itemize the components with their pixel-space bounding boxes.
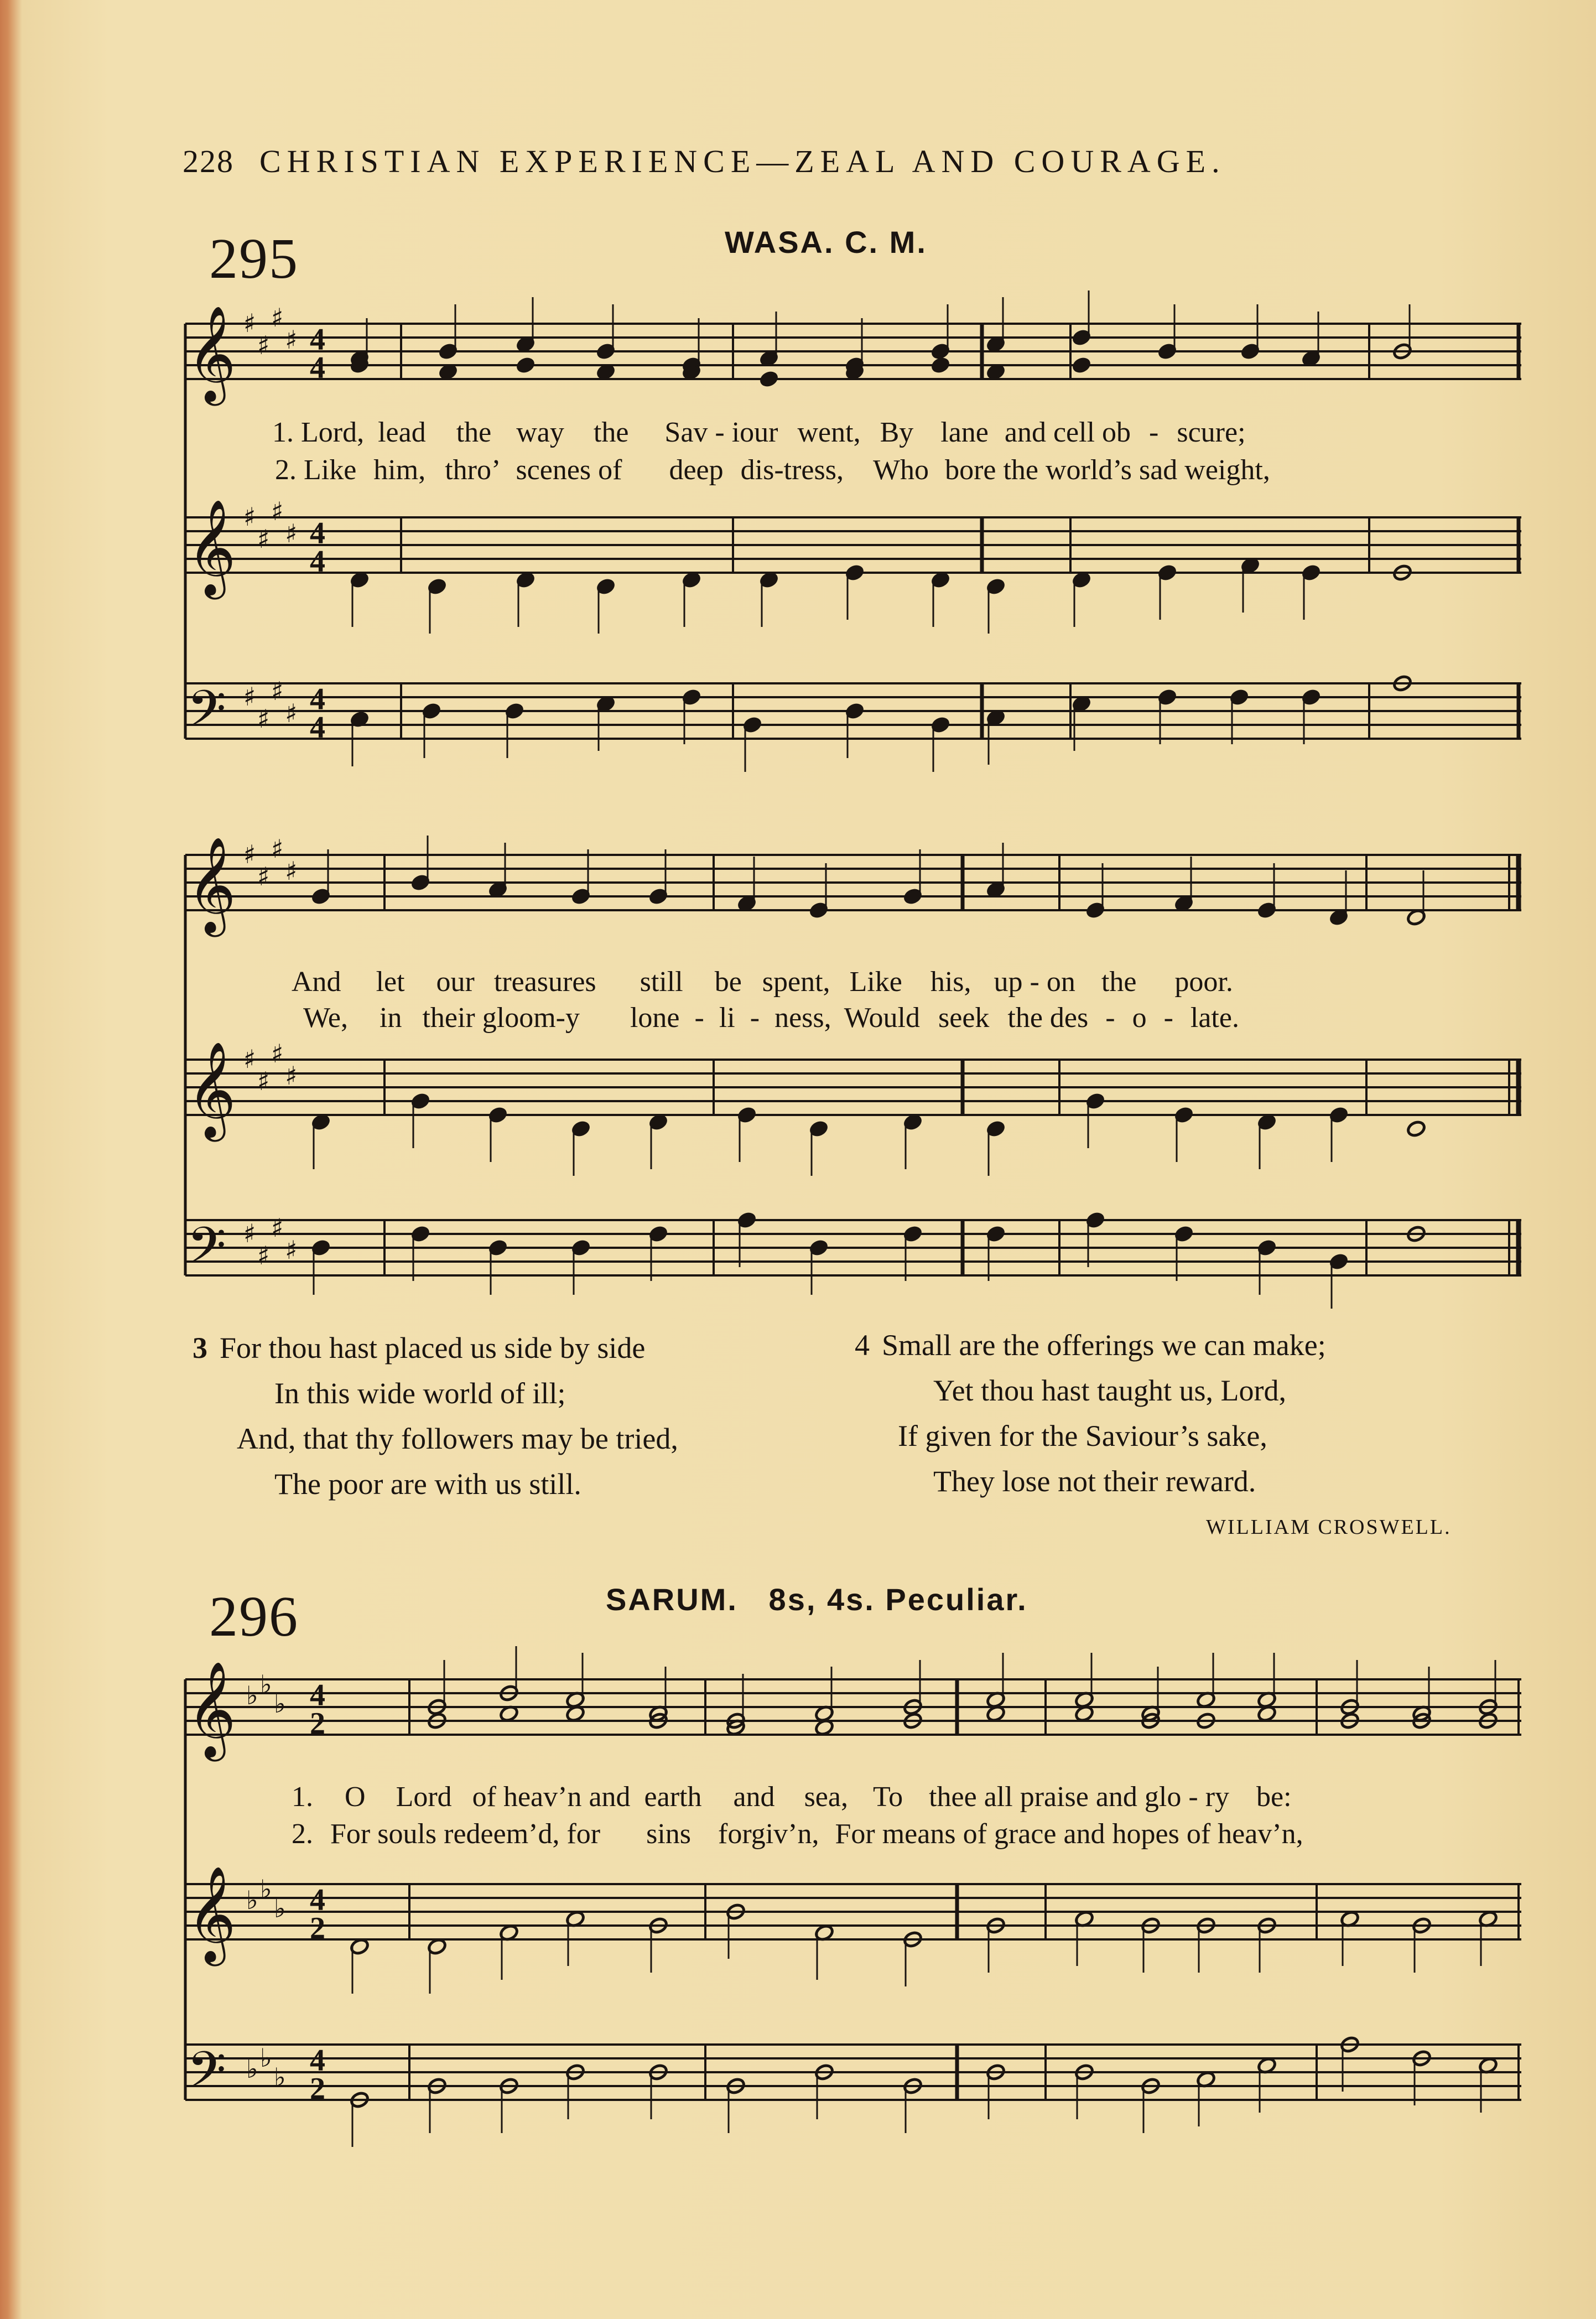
time-signature-digit: 4 [310,544,325,579]
lyric-word: forgiv’n, [718,1818,819,1850]
time-signature-digit: 4 [310,1883,325,1917]
time-signature-digit: 4 [310,2043,325,2078]
verse-line: And, that thy followers may be tried, [237,1422,678,1455]
lyric-word: Like [849,966,902,998]
bass-clef-icon: 𝄢 [187,679,226,750]
bass-clef-icon: 𝄢 [187,2041,226,2112]
sharp-icon: ♯ [257,704,270,734]
sharp-icon: ♯ [271,676,284,706]
lyric-word: him, [373,454,426,486]
lyric-word: o [1132,1002,1147,1034]
sharp-icon: ♯ [243,1218,256,1248]
lyric-word: 1. Lord, [272,417,365,448]
hymn-number-295: 295 [209,227,299,290]
lyric-word: seek [938,1002,990,1034]
lyric-word: up - on [994,966,1075,998]
lyric-word: li [719,1002,735,1034]
staff-295-2-treble [185,855,1521,910]
lyric-word: - [1163,1002,1173,1034]
lyric-word: - [1149,417,1159,448]
lyric-word: scure; [1177,417,1246,448]
staff-296-1-treble [185,1679,1521,1735]
lyric-word: For souls redeem’d, for [330,1818,601,1850]
time-signature-digit: 2 [310,1706,325,1741]
treble-clef-icon: 𝄞 [187,305,236,402]
lyric-word: way [516,417,564,448]
sharp-icon: ♯ [257,862,270,891]
verse-line: In this wide world of ill; [274,1377,566,1410]
sharp-icon: ♯ [285,1235,298,1265]
lyric-word: And [292,966,341,998]
lyric-word: the [1101,966,1137,998]
verse-line: For thou hast placed us side by side [220,1331,646,1365]
lyric-word: went, [797,417,861,448]
sharp-icon: ♯ [243,682,256,712]
lyric-word: sea, [804,1781,848,1813]
sharp-icon: ♯ [271,303,284,333]
staff-295-2-bass [185,1220,1521,1275]
lyric-word: We, [303,1002,348,1034]
time-signature-digit: 4 [310,351,325,385]
flat-icon: ♭ [260,1874,272,1904]
sharp-icon: ♯ [243,308,256,338]
lyric-word: the des [1007,1002,1089,1034]
author-credit: WILLIAM CROSWELL. [1206,1516,1452,1539]
flat-icon: ♭ [246,1680,258,1710]
lyric-word: 2. Like [275,454,357,486]
hymn-number-296: 296 [209,1585,299,1648]
time-signature-digit: 4 [310,682,325,717]
notehead [930,356,950,375]
lyric-word: be: [1256,1781,1292,1813]
lyric-word: scenes of [516,454,622,486]
lyric-word: 2. [292,1818,313,1850]
flat-icon: ♭ [260,2043,272,2073]
lyric-word: - [750,1002,760,1034]
sharp-icon: ♯ [285,518,298,548]
time-signature-digit: 4 [310,516,325,551]
notehead [1406,1120,1426,1138]
time-signature-digit: 2 [310,1911,325,1946]
lyric-word: thee all praise and glo - ry [929,1781,1230,1813]
lyric-word: his, [930,966,971,998]
verse-number: 4 [855,1329,870,1362]
treble-clef-icon: 𝄞 [187,1041,236,1138]
flat-icon: ♭ [246,2054,258,2084]
lyric-word: lane [940,417,989,448]
staff-296-1-bass [185,2045,1521,2100]
lyric-word: poor. [1174,966,1233,998]
lyric-word: By [880,417,914,448]
verse-line: If given for the Saviour’s sake, [898,1419,1267,1452]
verse-line: Yet thou hast taught us, Lord, [933,1374,1287,1407]
verse-4 [855,1322,1326,1504]
sharp-icon: ♯ [271,834,284,864]
barlines-295-2 [384,855,1519,1275]
lyric-word: Who [872,454,929,486]
lyric-word: lone [630,1002,680,1034]
lyric-word: the [456,417,492,448]
lyric-word: Would [844,1002,920,1034]
time-signature-digit: 2 [310,2072,325,2106]
sharp-icon: ♯ [271,1039,284,1068]
section-title: CHRISTIAN EXPERIENCE—ZEAL AND COURAGE. [259,143,1226,179]
lyric-word: For means of grace and hopes of heav’n, [835,1818,1303,1850]
time-signature-digit: 4 [310,323,325,357]
lyric-word: bore the world’s sad weight, [945,454,1270,486]
lyric-word: earth [644,1781,702,1813]
lyric-word: Sav - iour [664,417,778,448]
lyric-295-2-v2 [303,1002,1239,1034]
lyric-296-v2 [292,1818,1303,1850]
lyric-word: Lord [396,1781,452,1813]
notehead [516,356,536,375]
lyric-296-v1 [292,1781,1292,1813]
lyric-word: 1. [292,1781,313,1813]
time-signature-digit: 4 [310,1678,325,1713]
flat-icon: ♭ [274,1893,286,1923]
lyric-word: and cell ob [1004,417,1131,448]
sharp-icon: ♯ [257,1066,270,1096]
sharp-icon: ♯ [257,1241,270,1270]
lyric-word: our [436,966,475,998]
bass-clef-icon: 𝄢 [187,1216,226,1287]
verse-number: 3 [193,1331,207,1365]
lyric-295-1-v1 [272,416,1246,449]
lyric-word: ness, [774,1002,831,1034]
sharp-icon: ♯ [243,502,256,532]
flat-icon: ♭ [274,2062,286,2092]
treble-clef-icon: 𝄞 [187,499,236,595]
sharp-icon: ♯ [285,325,298,355]
lyric-word: let [376,966,405,998]
sharp-icon: ♯ [243,839,256,869]
lyric-word: their [422,1002,475,1034]
sharp-icon: ♯ [285,698,298,728]
lyric-word: and [733,1781,775,1813]
lyric-word: - [1105,1002,1115,1034]
flat-icon: ♭ [274,1689,286,1719]
tune-name-sarum: SARUM. 8s, 4s. Peculiar. [606,1582,1028,1617]
key-signatures [243,303,297,2092]
lyric-word: deep [669,454,724,486]
treble-clef-icon: 𝄞 [187,837,236,933]
verse-line: Small are the offerings we can make; [882,1329,1326,1362]
lyric-word: gloom-y [482,1002,580,1034]
lyric-word: late. [1190,1002,1239,1034]
page-number: 228 [183,143,234,179]
sharp-icon: ♯ [285,856,298,886]
lyric-word: in [379,1002,402,1034]
lyric-word: treasures [493,966,596,998]
notehead [759,370,779,388]
lyric-word: lead [378,417,426,448]
lyric-word: of heav’n and [472,1781,631,1813]
treble-clef-icon: 𝄞 [187,1866,236,1962]
lyric-word: To [872,1781,903,1813]
lyric-word: still [640,966,683,998]
lyric-word: sins [646,1818,692,1850]
verse-3 [193,1325,678,1507]
lyric-295-1-v2 [275,454,1270,486]
notehead [1072,356,1091,375]
sharp-icon: ♯ [257,330,270,360]
time-signature-digit: 4 [310,710,325,745]
sharp-icon: ♯ [243,1044,256,1074]
flat-icon: ♭ [260,1669,272,1699]
sharp-icon: ♯ [271,1213,284,1243]
lyric-word: - [694,1002,704,1034]
lyric-word: dis-tress, [740,454,844,486]
staff-295-1-alto [185,517,1521,573]
lyric-295-2-v1 [292,966,1233,998]
lyric-word: the [593,417,629,448]
staff-295-2-alto [185,1060,1521,1115]
verse-line: They lose not their reward. [933,1465,1256,1498]
sharp-icon: ♯ [257,524,270,554]
lyric-word: be [714,966,742,998]
verse-line: The poor are with us still. [274,1467,581,1501]
flat-icon: ♭ [246,1885,258,1915]
staff-296-1-alto [185,1884,1521,1939]
sharp-icon: ♯ [285,1061,298,1091]
lyric-word: thro’ [445,454,499,486]
tune-name-wasa: WASA. C. M. [725,225,927,260]
lyric-word: O [345,1781,366,1813]
sharp-icon: ♯ [271,496,284,526]
lyric-word: spent, [762,966,830,998]
treble-clef-icon: 𝄞 [187,1661,236,1757]
